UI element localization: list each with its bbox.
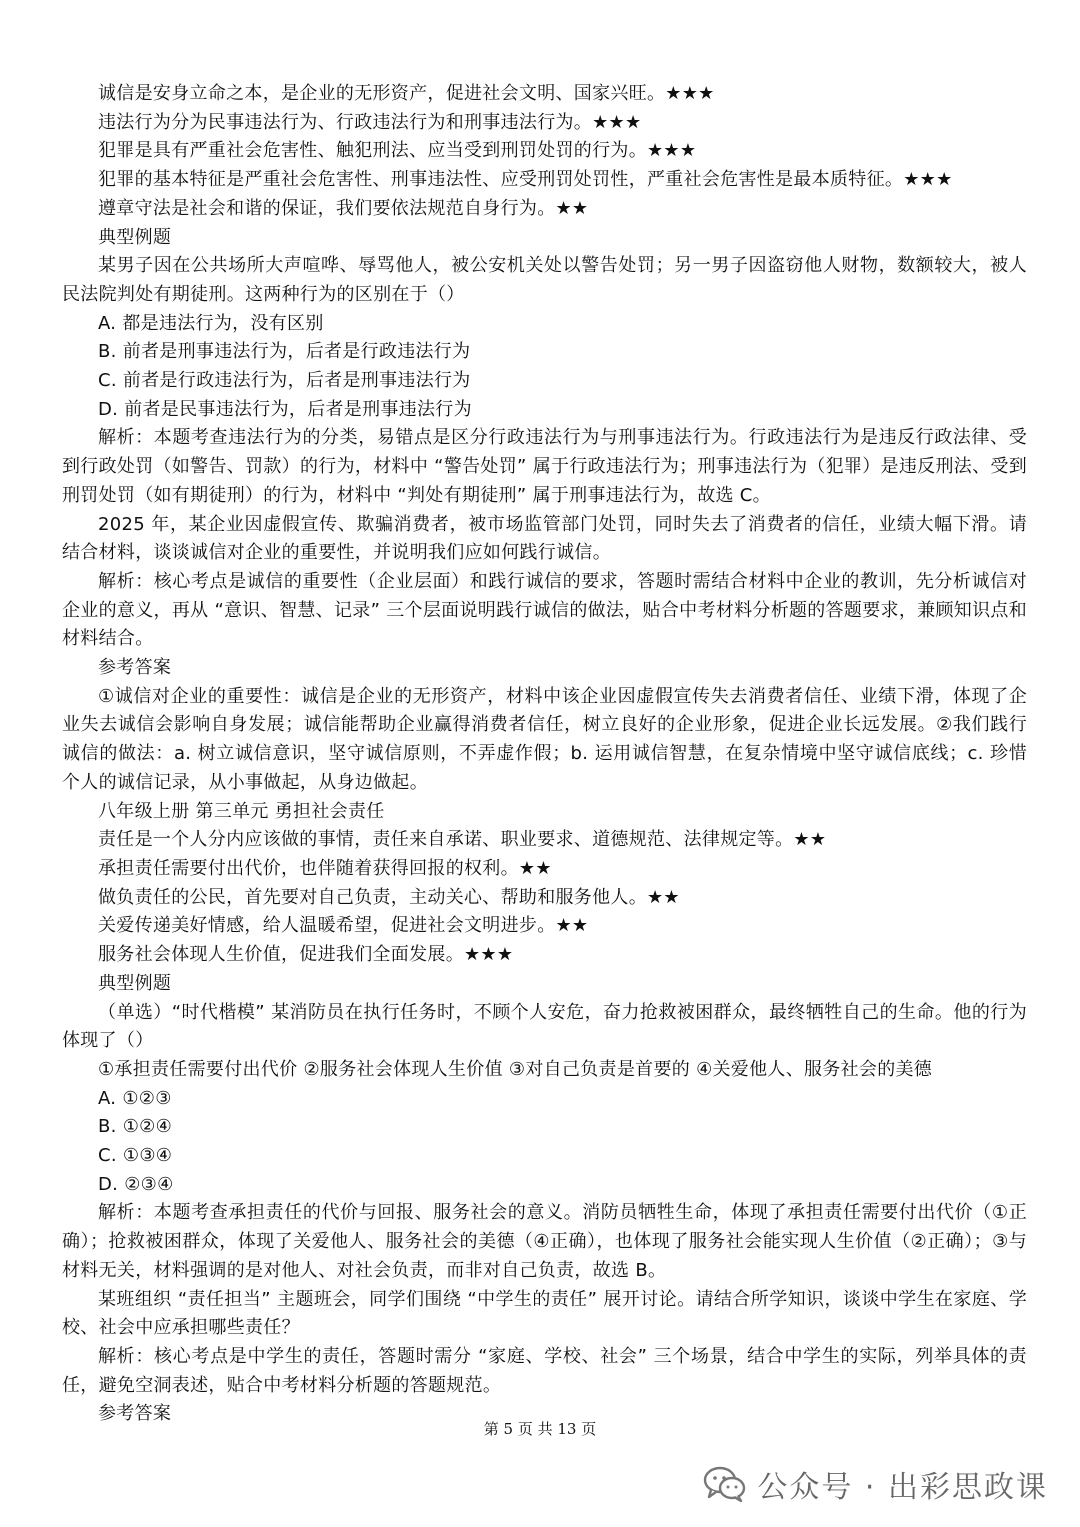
paragraph: 解析：核心考点是中学生的责任，答题时需分 “家庭、学校、社会” 三个场景，结合中学生的实际，列举具体的责任，避免空洞表述，贴合中考材料分析题的答题规范。 [62, 1345, 1027, 1396]
watermark-text: 公众号 · 出彩思政课 [757, 1470, 1048, 1505]
paragraph: 做负责任的公民，首先要对自己负责，主动关心、帮助和服务他人。★★ [98, 886, 680, 908]
page-number: 第 5 页 共 13 页 [483, 1420, 597, 1438]
paragraph: 典型例题 [98, 226, 172, 248]
paragraph: 解析：本题考查承担责任的代价与回报、服务社会的意义。消防员牺牲生命，体现了承担责任需要付出代价（①正确）；抢救被困群众，体现了关爱他人、服务社会的美德（④正确），也体现了服务社会能实现人生价值（②正确）；③与材料无关，材料强调的是对他人、对社会负责，而非对自己负责，故选 B。 [62, 1202, 1027, 1281]
paragraph: D. 前者是民事违法行为，后者是刑事违法行为 [98, 398, 472, 420]
paragraph: 解析：核心考点是诚信的重要性（企业层面）和践行诚信的要求，答题时需结合材料中企业的教训，先分析诚信对企业的意义，再从 “意识、智慧、记录” 三个层面说明践行诚信的做法，贴合中考材料分析题的答题要求，兼顾知识点和材料结合。 [62, 570, 1027, 650]
paragraph: 诚信是安身立命之本，是企业的无形资产，促进社会文明、国家兴旺。★★★ [98, 83, 715, 104]
paragraph: 某男子因在公共场所大声喧哗、辱骂他人，被公安机关处以警告处罚；另一男子因盗窃他人财物，数额较大，被人民法院判处有期徒刑。这两种行为的区别在于（） [62, 255, 1027, 305]
paragraph: B. ①②④ [98, 1116, 173, 1138]
paragraph: 八年级上册 第三单元 勇担社会责任 [98, 800, 385, 822]
paragraph: （单选）“时代楷模” 某消防员在执行任务时，不顾个人安危，奋力抢救被困群众，最终牺牲自己的生命。他的行为体现了（） [62, 1001, 1027, 1052]
paragraph: 某班组织 “责任担当” 主题班会，同学们围绕 “中学生的责任” 展开讨论。请结合所学知识，谈谈中学生在家庭、学校、社会中应承担哪些责任？ [62, 1288, 1027, 1339]
paragraph: 解析：本题考查违法行为的分类，易错点是区分行政违法行为与刑事违法行为。行政违法行为是违反行政法律、受到行政处罚（如警告、罚款）的行为，材料中 “警告处罚” 属于行政违法行为；刑事违法行为（犯罪）是违反刑法、受到刑罚处罚（如有期徒刑）的行为，材料中 “判处有期徒刑” 属于刑事违法行为，故选 C。 [62, 427, 1027, 506]
paragraph: A. 都是违法行为，没有区别 [98, 312, 324, 334]
wechat-watermark [703, 1462, 1048, 1506]
paragraph: 责任是一个人分内应该做的事情，责任来自承诺、职业要求、道德规范、法律规定等。★★ [98, 829, 827, 851]
paragraph: 关爱传递美好情感，给人温暖希望，促进社会文明进步。★★ [98, 915, 589, 937]
wechat-icon [703, 1465, 747, 1503]
paragraph: 遵章守法是社会和谐的保证，我们要依法规范自身行为。★★ [98, 197, 589, 219]
paragraph: 参考答案 [98, 657, 172, 679]
paragraph: C. ①③④ [98, 1145, 173, 1167]
paragraph: 犯罪的基本特征是严重社会危害性、刑事违法性、应受刑罚处罚性，严重社会危害性是最本质特征。★★★ [98, 169, 953, 191]
paragraph: 承担责任需要付出代价，也伴随着获得回报的权利。★★ [98, 857, 552, 879]
paragraph: 参考答案 [98, 1403, 172, 1425]
paragraph: D. ②③④ [98, 1173, 174, 1195]
paragraph: 2025 年，某企业因虚假宣传、欺骗消费者，被市场监管部门处罚，同时失去了消费者的信任，业绩大幅下滑。请结合材料，谈谈诚信对企业的重要性，并说明我们应如何践行诚信。 [62, 513, 1027, 564]
paragraph: 违法行为分为民事违法行为、行政违法行为和刑事违法行为。★★★ [98, 111, 642, 133]
paragraph: ①承担责任需要付出代价 ②服务社会体现人生价值 ③对自己负责是首要的 ④关爱他人、服务社会的美德 [98, 1058, 933, 1080]
paragraph: B. 前者是刑事违法行为，后者是行政违法行为 [98, 341, 471, 363]
paragraph: 服务社会体现人生价值，促进我们全面发展。★★★ [98, 944, 514, 966]
paragraph: A. ①②③ [98, 1087, 172, 1109]
paragraph: ①诚信对企业的重要性：诚信是企业的无形资产，材料中该企业因虚假宣传失去消费者信任、业绩下滑，体现了企业失去诚信会影响自身发展；诚信能帮助企业赢得消费者信任，树立良好的企业形象，促进企业长远发展。②我们践行诚信的做法：a. 树立诚信意识，坚守诚信原则，不弄虚作假；b. 运用诚信智慧，在复杂情境中坚守诚信底线；c. 珍惜个人的诚信记录，从小事做起，从身边做起。 [62, 685, 1027, 793]
document-body [62, 80, 1027, 1429]
paragraph: 犯罪是具有严重社会危害性、触犯刑法、应当受到刑罚处罚的行为。★★★ [98, 140, 697, 162]
paragraph: 典型例题 [98, 972, 172, 994]
paragraph: C. 前者是行政违法行为，后者是刑事违法行为 [98, 370, 471, 392]
